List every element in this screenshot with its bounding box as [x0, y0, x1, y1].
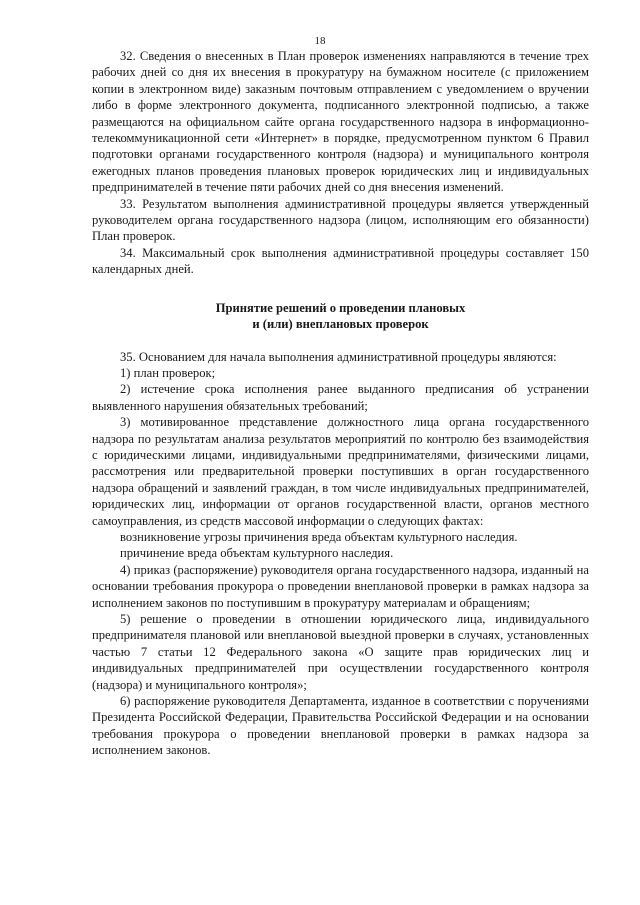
paragraph-35: 35. Основанием для начала выполнения административной процедуры являются:: [120, 349, 557, 364]
spacer: [92, 333, 589, 349]
list-item-4: 4) приказ (распоряжение) руководителя органа государственного надзора, изданный на основании требования прокурора о проведении внеплановой проверки в рамках надзора за исполнением законов по поступившим в прокуратуру материалам и обращениям;: [92, 562, 589, 610]
paragraph-33: 33. Результатом выполнения административной процедуры является утвержденный руководителем органа государственного надзора (лицом, исполняющим его обязанности) План проверок.: [92, 196, 589, 244]
section-heading-line-2: и (или) внеплановых проверок: [252, 317, 429, 332]
list-item-3: 3) мотивированное представление должностного лица органа государственного надзора по результатам анализа результатов мероприятий по контролю без взаимодействия с юридическими лицами, индивидуальными предпринимателями, физическими лицами, рассмотрения или предварительной проверки поступивших в орган государственного надзора обращений и заявлений граждан, в том числе индивидуальных предпринимателей, юридических лиц, информации от органов государственной власти, органов местного самоуправления, из средств массовой информации о следующих фактах:: [92, 415, 589, 528]
section-heading-line-1: Принятие решений о проведении плановых: [215, 300, 466, 315]
list-item-6: 6) распоряжение руководителя Департамента, изданное в соответствии с поручениями Президента Российской Федерации, Правительства Российской Федерации и на основании требования прокурора о проведении внеплановой проверки в рамках надзора за исполнением законов.: [92, 694, 589, 758]
page-number: 18: [314, 35, 326, 47]
list-item-5: 5) решение о проведении в отношении юридического лица, индивидуального предпринимателя плановой или внеплановой выездной проверки в случаях, установленных частью 7 статьи 12 Федерального закона «О защите прав юридических лиц и индивидуальных предпринимателей при осуществлении государственного контроля (надзора) и муниципального контроля»;: [92, 612, 589, 692]
paragraph-34: 34. Максимальный срок выполнения административной процедуры составляет 150 календарных дней.: [92, 245, 589, 277]
paragraph-32: 32. Сведения о внесенных в План проверок изменениях направляются в течение трех рабочих дней со дня их внесения в прокуратуру на бумажном носителе (с приложением копии в электронном виде) заказным почтовым отправлением с уведомлением о вручении либо в форме электронного документа, подписанного электронной подписью, а также размещаются на официальном сайте органа государственного надзора в информационно-телекоммуникационной сети «Интернет» в порядке, предусмотренном пунктом 6 Правил подготовки органами государственного контроля (надзора) и муниципального контроля ежегодных планов проведения плановых проверок юридических лиц и индивидуальных предпринимателей в течение пяти рабочих дней со дня внесения изменений.: [92, 49, 589, 195]
document-body: [92, 48, 589, 759]
list-subitem-harm: причинение вреда объектам культурного наследия.: [120, 546, 394, 561]
spacer: [92, 278, 589, 300]
list-item-1: 1) план проверок;: [120, 365, 216, 380]
list-item-2: 2) истечение срока исполнения ранее выданного предписания об устранении выявленного нарушения обязательных требований;: [92, 382, 589, 413]
list-subitem-threat: возникновение угрозы причинения вреда объектам культурного наследия.: [120, 529, 518, 544]
